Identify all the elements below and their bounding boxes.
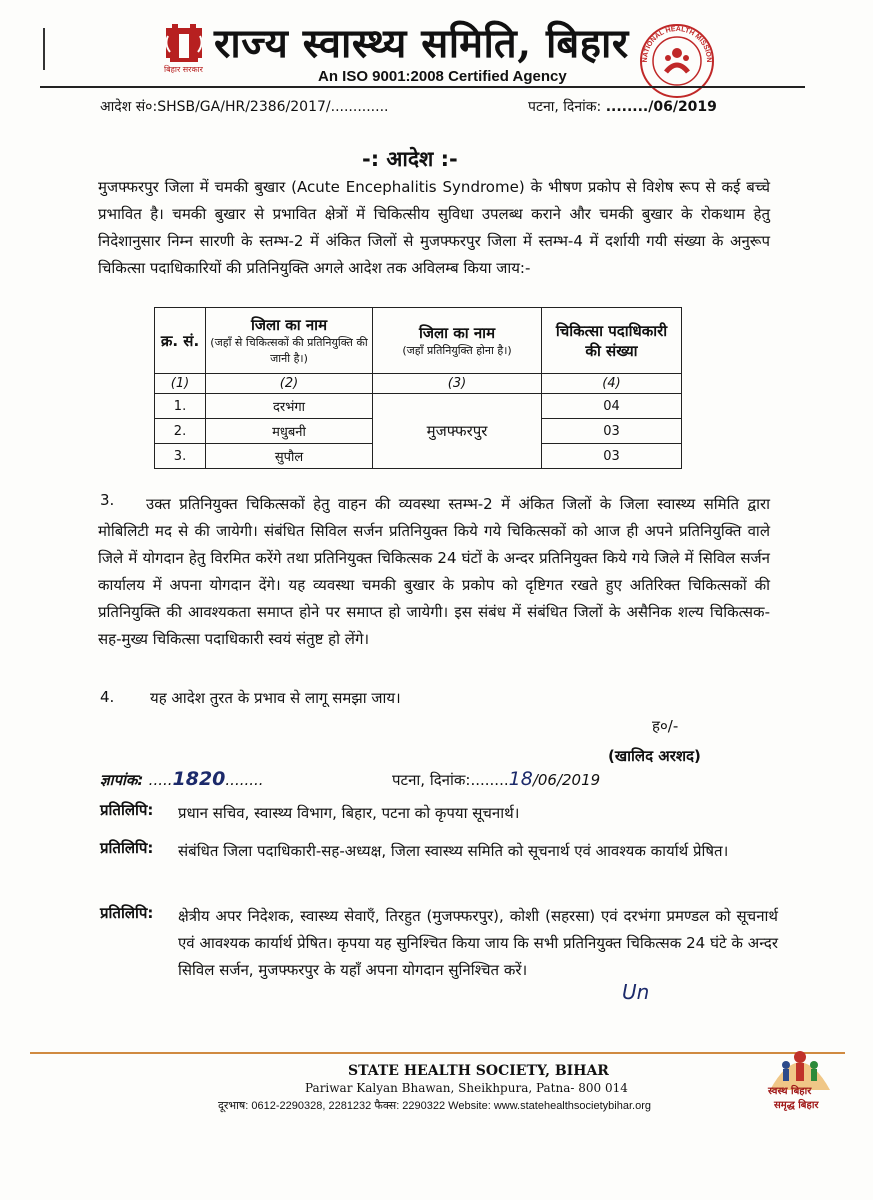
memo-date-label: पटना, दिनांक: xyxy=(392,771,471,789)
col-number: (3) xyxy=(373,374,542,394)
footer-contact: दूरभाष: 0612-2290328, 2281232 फैक्स: 2290322 Website: www.statehealthsocietybihar.org xyxy=(218,1100,651,1112)
para4-number: 4. xyxy=(100,688,115,706)
row-from-district: मधुबनी xyxy=(206,419,373,444)
col-header-from-note: (जहाँ से चिकित्सकों की प्रतिनियुक्ति की जानी है।) xyxy=(210,335,368,365)
para4-text: यह आदेश तुरत के प्रभाव से लागू समझा जाय। xyxy=(150,689,401,707)
row-count: 03 xyxy=(542,419,682,444)
memo-date-dots: ........ xyxy=(470,771,509,789)
logo-text-line1: स्वस्थ बिहार xyxy=(768,1086,812,1097)
org-title: राज्य स्वास्थ्य समिति, बिहार xyxy=(214,20,629,67)
copy-text: संबंधित जिला पदाधिकारी-सह-अध्यक्ष, जिला स्वास्थ्य समिति को सूचनार्थ एवं आवश्यक कार्यार्थ प्रेषित। xyxy=(178,842,729,860)
para3-text: उक्त प्रतिनियुक्त चिकित्सकों हेतु वाहन की व्यवस्था स्तम्भ-2 में अंकित जिलों के जिला स्वास्थ्य समिति द्वारा मोबिलिटी मद से की जायेगी। संबंधित सिविल सर्जन प्रतिनियुक्त किये गये चिकित्सकों को आज ही अपने प्रतिनियुक्ति वाले जिले में योगदान हेतु विरमित करेंगे तथा प्रतिनियुक्त चिकित्सक 24 घंटों के अन्दर प्रतिनियुक्त किये गये जिले में सिविल सर्जन कार्यालय में अपना योगदान देंगे। यह व्यवस्था चमकी बुखार के प्रकोप को दृष्टिगत रखते हुए अतिरिक्त चिकित्सकों की प्रतिनियुक्ति की आवश्यकता समाप्त होने पर समाप्त हो जायेगी। इस संबंध में संबंधित जिलों के असैनिक शल्य चिकित्सक-सह-मुख्य चिकित्सा पदाधिकारी स्वयं संतुष्ट हो लेंगे। xyxy=(98,495,770,648)
copy-text: प्रधान सचिव, स्वास्थ्य विभाग, बिहार, पटना को कृपया सूचनार्थ। xyxy=(178,804,520,822)
col-number: (2) xyxy=(206,374,373,394)
signature-mark: ह०/- xyxy=(652,717,679,735)
logo-text-line2: समृद्ध बिहार xyxy=(774,1100,819,1111)
iso-certification: An ISO 9001:2008 Certified Agency xyxy=(318,68,567,85)
memo-day-handwritten: 18 xyxy=(508,768,533,790)
memo-dots-after: ........ xyxy=(225,771,264,789)
copy-label: प्रतिलिपि: xyxy=(100,801,154,819)
table-header-row xyxy=(155,308,682,374)
intro-paragraph: मुजफ्फरपुर जिला में चमकी बुखार (Acute Encephalitis Syndrome) के भीषण प्रकोप से विशेष रूप से कई बच्चे प्रभावित है। चमकी बुखार से प्रभावित क्षेत्रों में चिकित्सीय सुविधा उपलब्ध कराने और चमकी बुखार के रोकथाम हेतु निदेशानुसार निम्न सारणी के स्तम्भ-2 में अंकित जिलों से मुजफ्फरपुर जिला में स्तम्भ-4 में दर्शायी गयी संख्या के अनुरूप चिकित्सा पदाधिकारियों की प्रतिनियुक्ति अगले आदेश तक अविलम्ब किया जाय:- xyxy=(98,178,770,277)
memo-date-rest: /06/2019 xyxy=(532,771,601,789)
col-number: (1) xyxy=(155,374,206,394)
memo-number-handwritten: 1820 xyxy=(172,768,226,790)
col-header-sn: क्र. सं. xyxy=(160,331,200,350)
row-from-district: सुपौल xyxy=(206,444,373,469)
deputation-table xyxy=(154,307,682,469)
footer-org-name: STATE HEALTH SOCIETY, BIHAR xyxy=(348,1063,609,1079)
signatory-name: (खालिद अरशद) xyxy=(608,747,701,765)
nhm-logo-text: NATIONAL HEALTH MISSION xyxy=(641,25,713,63)
document-title: -: आदेश :- xyxy=(362,147,458,171)
row-sn: 2. xyxy=(155,419,206,444)
copy-label: प्रतिलिपि: xyxy=(100,839,154,857)
memo-dots-before: ..... xyxy=(148,771,173,789)
order-date xyxy=(528,97,717,116)
table-colnum-row xyxy=(155,374,682,394)
order-number xyxy=(100,97,388,116)
memo-label: ज्ञापांक: xyxy=(100,771,144,789)
col-header-to-district: जिला का नाम xyxy=(418,323,496,342)
emblem-caption: बिहार सरकार xyxy=(164,65,203,74)
row-count: 03 xyxy=(542,444,682,469)
order-number-value: SHSB/GA/HR/2386/2017/............. xyxy=(157,99,389,115)
col-number: (4) xyxy=(542,374,682,394)
row-to-district: मुजफ्फरपुर xyxy=(373,394,542,469)
order-date-label: पटना, दिनांक: xyxy=(528,99,602,115)
col-header-to-note: (जहाँ प्रतिनियुक्ति होना है।) xyxy=(402,343,512,357)
memo-number xyxy=(100,768,264,790)
nhm-emblem-icon xyxy=(638,22,716,100)
order-date-value: ......../06/2019 xyxy=(605,99,717,115)
row-from-district: दरभंगा xyxy=(206,394,373,419)
memo-date xyxy=(392,768,600,790)
para3-number: 3. xyxy=(100,491,115,509)
order-number-label: आदेश सं०: xyxy=(100,99,158,115)
table-row xyxy=(155,394,682,419)
footer-address: Pariwar Kalyan Bhawan, Sheikhpura, Patna- 800 014 xyxy=(305,1081,628,1095)
col-header-from-district: जिला का नाम xyxy=(250,315,328,334)
row-sn: 1. xyxy=(155,394,206,419)
row-count: 04 xyxy=(542,394,682,419)
copy-text: क्षेत्रीय अपर निदेशक, स्वास्थ्य सेवाएँ, तिरहुत (मुजफ्फरपुर), कोशी (सहरसा) एवं दरभंगा प्रमण्डल को सूचनार्थ एवं आवश्यक कार्यार्थ प्रेषित। कृपया यह सुनिश्चित किया जाय कि सभी प्रतिनियुक्त चिकित्सक 24 घंटे के अन्दर सिविल सर्जन, मुजफ्फरपुर के यहाँ अपना योगदान सुनिश्चित करें। xyxy=(178,907,778,979)
margin-mark xyxy=(43,28,45,70)
copy-label: प्रतिलिपि: xyxy=(100,904,154,922)
handwritten-initials: Un xyxy=(622,980,650,1004)
col-header-count: चिकित्सा पदाधिकारी की संख्या xyxy=(555,321,668,360)
bihar-emblem-logo xyxy=(162,22,206,80)
footer-divider xyxy=(30,1052,845,1054)
nhm-logo xyxy=(638,22,716,100)
row-sn: 3. xyxy=(155,444,206,469)
swasth-bihar-logo xyxy=(760,1035,840,1115)
header-divider xyxy=(40,86,805,88)
